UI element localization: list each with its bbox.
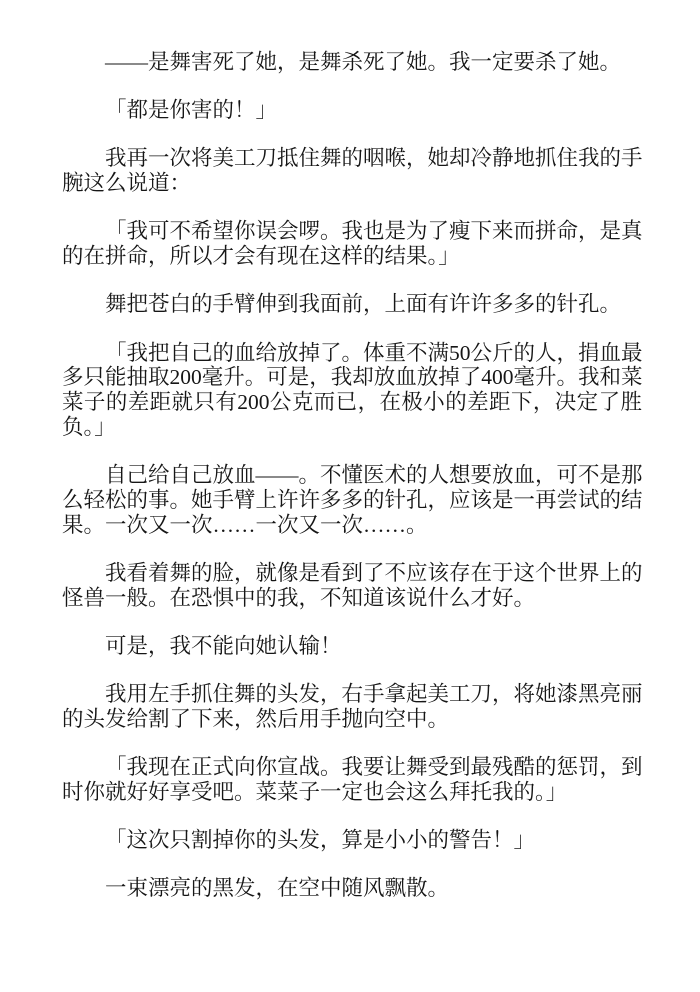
text-line: 怪兽一般。在恐惧中的我，不知道该说什么才好。 xyxy=(62,585,536,610)
text-line: 多只能抽取200毫升。可是，我却放血放掉了400毫升。我和菜 xyxy=(62,365,643,390)
paragraph xyxy=(62,755,642,805)
paragraph xyxy=(62,682,642,732)
text-line: 的在拼命，所以才会有现在这样的结果。」 xyxy=(62,244,460,269)
text-line: 一束漂亮的黑发，在空中随风飘散。 xyxy=(105,876,450,901)
paragraph xyxy=(62,98,642,123)
paragraph xyxy=(62,561,642,611)
text-line: 么轻松的事。她手臂上许许多多的针孔，应该是一再尝试的结 xyxy=(62,487,643,512)
paragraph xyxy=(62,634,642,659)
paragraph xyxy=(62,341,642,440)
text-line: 可是，我不能向她认输！ xyxy=(105,633,342,658)
paragraph xyxy=(62,146,642,196)
text-line: 负。」 xyxy=(62,414,116,439)
paragraph xyxy=(62,219,642,269)
paragraph xyxy=(62,292,642,317)
text-line: 我用左手抓住舞的头发，右手拿起美工刀，将她漆黑亮丽 xyxy=(105,682,643,707)
document-page xyxy=(62,50,642,924)
text-line: 「这次只割掉你的头发，算是小小的警告！」 xyxy=(105,828,536,853)
text-line: 「我把自己的血给放掉了。体重不满50公斤的人，捐血最 xyxy=(105,340,643,365)
text-line: 「都是你害的！」 xyxy=(105,98,278,123)
text-line: 我再一次将美工刀抵住舞的咽喉，她却冷静地抓住我的手 xyxy=(105,146,643,171)
paragraph xyxy=(62,50,642,75)
text-line: 菜子的差距就只有200公克而已，在极小的差距下，决定了胜 xyxy=(62,390,642,415)
text-line: 自己给自己放血——。不懂医术的人想要放血，可不是那 xyxy=(105,463,643,488)
paragraph xyxy=(62,463,642,537)
text-line: 时你就好好享受吧。菜菜子一定也会这么拜托我的。」 xyxy=(62,779,568,804)
text-line: 「我现在正式向你宣战。我要让舞受到最残酷的惩罚，到 xyxy=(105,755,643,780)
text-line: 我看着舞的脸，就像是看到了不应该存在于这个世界上的 xyxy=(105,560,643,585)
text-line: 果。一次又一次……一次又一次……。 xyxy=(62,512,428,537)
text-line: 的头发给割了下来，然后用手抛向空中。 xyxy=(62,706,450,731)
text-line: ——是舞害死了她，是舞杀死了她。我一定要杀了她。 xyxy=(105,50,622,74)
text-line: 腕这么说道： xyxy=(62,171,192,196)
text-line: 舞把苍白的手臂伸到我面前，上面有许许多多的针孔。 xyxy=(105,292,622,317)
paragraph xyxy=(62,876,642,901)
paragraph xyxy=(62,828,642,853)
text-line: 「我可不希望你误会啰。我也是为了瘦下来而拼命，是真 xyxy=(105,219,643,244)
